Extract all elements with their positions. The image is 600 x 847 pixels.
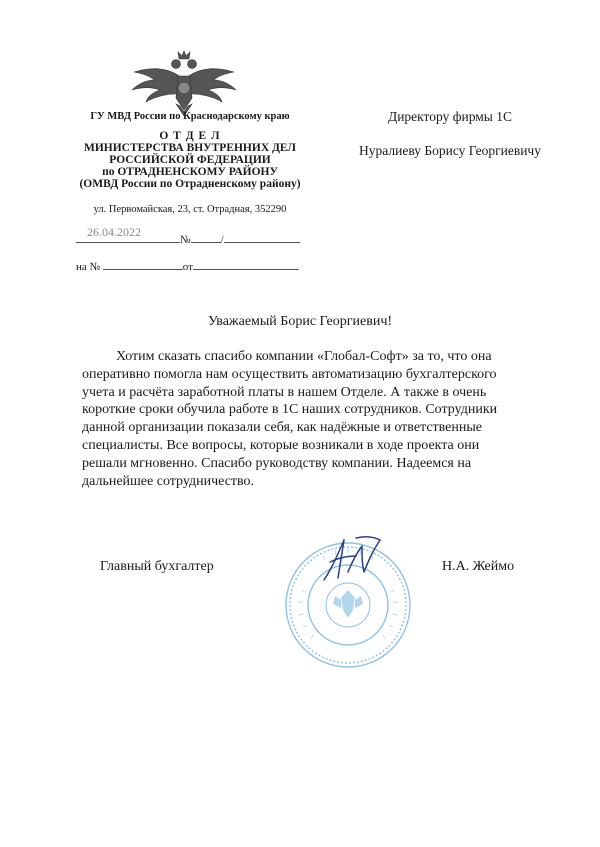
sender-title-4: по ОТРАДНЕНСКОМУ РАЙОНУ [102,166,278,178]
number-underline [191,231,221,243]
number-suffix-underline [224,231,300,243]
sender-address: ул. Первомайская, 23, ст. Отрадная, 352290 [93,204,287,215]
signatory-position: Главный бухгалтер [100,559,214,574]
number-label: № [180,234,191,246]
sender-title-2: МИНИСТЕРСТВА ВНУТРЕННИХ ДЕЛ [83,142,297,154]
slash-label: / [220,234,224,246]
sender-title-1: О Т Д Е Л [159,130,221,142]
letter-body [82,348,508,490]
handwritten-signature-icon [318,532,384,588]
reference-number-underline [103,258,183,270]
reference-label: на № [76,261,101,273]
reference-line [76,258,299,273]
sender-title-3: РОССИЙСКОЙ ФЕДЕРАЦИИ [109,154,271,166]
sender-title-5: (ОМВД России по Отрадненскому району) [79,178,301,190]
eagle-emblem-icon [128,50,240,118]
salutation: Уважаемый Борис Георгиевич! [207,314,393,329]
reference-date-underline [193,258,299,270]
from-label: от [182,261,193,273]
addressee-position: Директору фирмы 1С [388,109,512,124]
addressee-name: Нуралиеву Борису Георгиевичу [359,143,541,158]
letter-body-text: Хотим сказать спасибо компании «Глобал-Софт» за то, что она оперативно помогла нам осуществить автоматизацию бухгалтерского учета и расчёта заработной платы в нашем Отделе. А также в очень короткие сроки обучила работе в 1С наших сотрудников. Сотрудники данной организации показали себя, как надёжные и ответственные специалисты. Все вопросы, которые возникали в ходе проекта они решали мгновенно. Спасибо руководству компании. Надеемся на дальнейшее сотрудничество. [82,349,498,489]
signatory-name: Н.А. Жеймо [442,559,515,574]
department-line: ГУ МВД России по Краснодарскому краю [90,111,290,122]
letter-date: 26.04.2022 [87,225,141,239]
